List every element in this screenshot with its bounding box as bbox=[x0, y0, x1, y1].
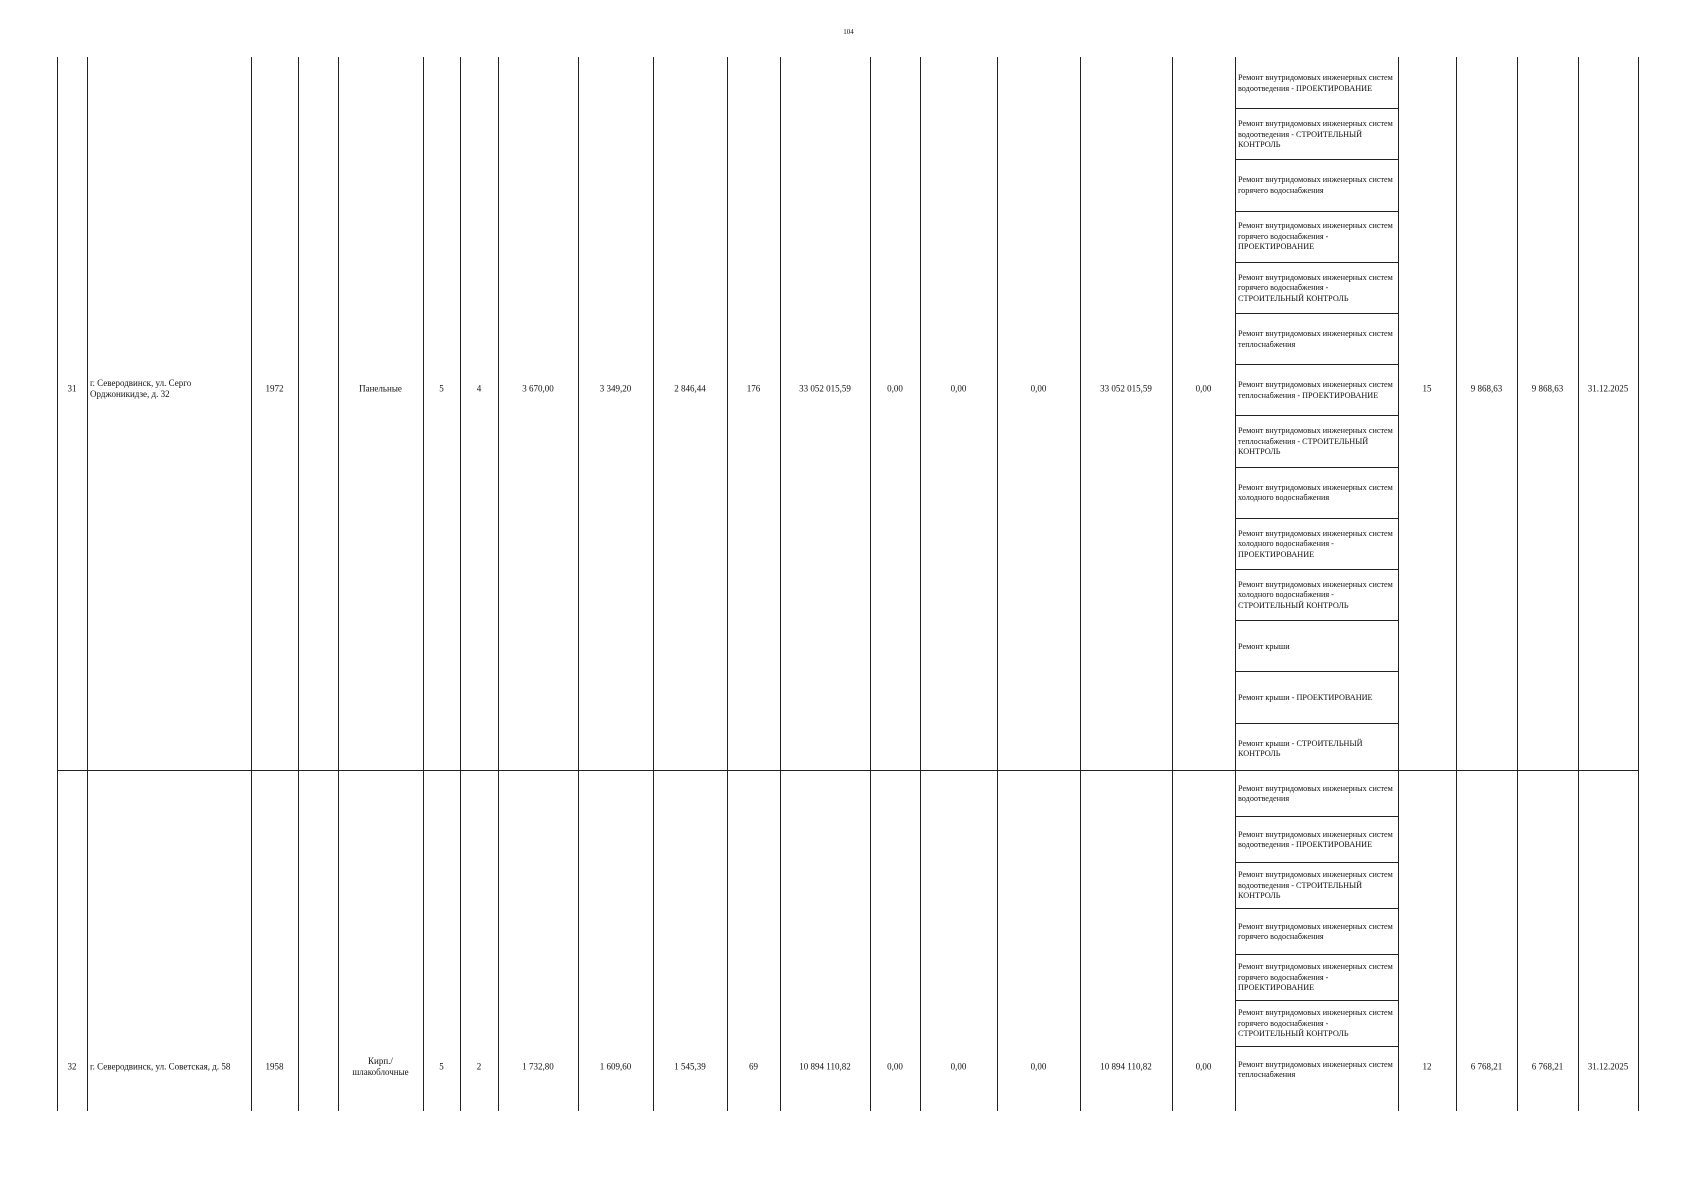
work-item bbox=[1236, 862, 1398, 908]
row-31-address: г. Северодвинск, ул. Серго Орджоникидзе, д. 32 bbox=[90, 378, 192, 399]
work-item bbox=[1236, 908, 1398, 954]
column-divider bbox=[498, 57, 499, 1111]
work-item-text: Ремонт крыши bbox=[1238, 641, 1290, 651]
work-item-text: Ремонт внутридомовых инженерных систем теплоснабжения bbox=[1238, 1059, 1393, 1079]
work-item-text: Ремонт внутридомовых инженерных систем теплоснабжения - СТРОИТЕЛЬНЫЙ КОНТРОЛЬ bbox=[1238, 426, 1393, 457]
work-item bbox=[1236, 467, 1398, 518]
column-divider bbox=[727, 57, 728, 1111]
work-item bbox=[1236, 364, 1398, 415]
row-31-floors: 5 bbox=[439, 383, 444, 394]
column-divider bbox=[870, 57, 871, 1111]
column-divider bbox=[298, 57, 299, 1111]
row-32-area-total: 1 732,80 bbox=[522, 1061, 554, 1072]
row-31-fund-other: 0,00 bbox=[1195, 383, 1212, 394]
column-divider bbox=[780, 57, 781, 1111]
row-31-area-living: 3 349,20 bbox=[599, 383, 632, 394]
row-31-material: Панельные bbox=[359, 383, 402, 394]
work-item bbox=[1236, 211, 1398, 262]
column-divider bbox=[578, 57, 579, 1111]
work-item-text: Ремонт внутридомовых инженерных систем горячего водоснабжения - ПРОЕКТИРОВАНИЕ bbox=[1238, 221, 1393, 252]
work-item-text: Ремонт внутридомовых инженерных систем холодного водоснабжения - СТРОИТЕЛЬНЫЙ КОНТРОЛЬ bbox=[1238, 579, 1393, 610]
work-item bbox=[1236, 159, 1398, 210]
row-divider bbox=[57, 770, 1638, 771]
work-item-text: Ремонт внутридомовых инженерных систем горячего водоснабжения - СТРОИТЕЛЬНЫЙ КОНТРОЛЬ bbox=[1238, 272, 1393, 303]
work-item bbox=[1236, 954, 1398, 1000]
column-divider bbox=[1578, 57, 1579, 1111]
row-32-fund-local: 0,00 bbox=[1030, 1061, 1047, 1072]
row-32-num: 32 bbox=[67, 1061, 77, 1072]
row-32-fund-federal: 0,00 bbox=[887, 1061, 903, 1072]
row-32-cost-total: 10 894 110,82 bbox=[799, 1061, 851, 1072]
row-32-address: г. Северодвинск, ул. Советская, д. 58 bbox=[90, 1061, 231, 1072]
row-31-fund-regional: 0,00 bbox=[950, 383, 967, 394]
work-item-text: Ремонт внутридомовых инженерных систем водоотведения bbox=[1238, 783, 1393, 803]
work-item bbox=[1236, 1046, 1398, 1092]
work-item bbox=[1236, 518, 1398, 569]
row-31-fund-federal: 0,00 bbox=[887, 383, 903, 394]
work-item-text: Ремонт внутридомовых инженерных систем теплоснабжения - ПРОЕКТИРОВАНИЕ bbox=[1238, 380, 1393, 400]
column-divider bbox=[653, 57, 654, 1111]
row-31-unit-cost-max: 9 868,63 bbox=[1531, 383, 1564, 394]
row-32-unit-cost-max: 6 768,21 bbox=[1531, 1061, 1564, 1072]
row-31-works-count: 15 bbox=[1422, 383, 1432, 394]
row-32-year: 1958 bbox=[265, 1061, 284, 1072]
column-divider bbox=[1398, 57, 1399, 1111]
row-32-works-list bbox=[1236, 770, 1398, 1111]
work-item bbox=[1236, 620, 1398, 671]
row-32-residents: 69 bbox=[749, 1061, 758, 1072]
work-item bbox=[1236, 671, 1398, 722]
row-31-cost-total: 33 052 015,59 bbox=[799, 383, 851, 394]
row-32-floors: 5 bbox=[439, 1061, 444, 1072]
work-item-text: Ремонт внутридомовых инженерных систем горячего водоснабжения - СТРОИТЕЛЬНЫЙ КОНТРОЛЬ bbox=[1238, 1008, 1393, 1039]
row-31-fund-local: 0,00 bbox=[1030, 383, 1047, 394]
column-divider bbox=[251, 57, 252, 1111]
row-32-area-living: 1 609,60 bbox=[599, 1061, 632, 1072]
row-31-area-total: 3 670,00 bbox=[522, 383, 554, 394]
row-31-entrances: 4 bbox=[476, 383, 482, 394]
work-item-text: Ремонт внутридомовых инженерных систем водоотведения - СТРОИТЕЛЬНЫЙ КОНТРОЛЬ bbox=[1238, 870, 1393, 901]
column-divider bbox=[1080, 57, 1081, 1111]
work-item bbox=[1236, 569, 1398, 620]
row-32-area-owned: 1 545,39 bbox=[674, 1061, 706, 1072]
work-item-text: Ремонт крыши - ПРОЕКТИРОВАНИЕ bbox=[1238, 692, 1373, 702]
work-item bbox=[1236, 723, 1398, 774]
row-31-residents: 176 bbox=[746, 383, 761, 394]
row-32-deadline: 31.12.2025 bbox=[1587, 1061, 1629, 1072]
row-32-entrances: 2 bbox=[476, 1061, 482, 1072]
work-item-text: Ремонт внутридомовых инженерных систем холодного водоснабжения bbox=[1238, 482, 1393, 503]
work-item-text: Ремонт внутридомовых инженерных систем горячего водоснабжения bbox=[1238, 175, 1393, 195]
column-divider bbox=[1456, 57, 1457, 1111]
work-item bbox=[1236, 313, 1398, 364]
work-item-text: Ремонт внутридомовых инженерных систем водоотведения - СТРОИТЕЛЬНЫЙ КОНТРОЛЬ bbox=[1238, 119, 1393, 150]
row-31-year: 1972 bbox=[265, 383, 284, 394]
work-item bbox=[1236, 415, 1398, 466]
column-divider bbox=[1638, 57, 1639, 1111]
work-item bbox=[1236, 57, 1398, 108]
work-item-text: Ремонт крыши - СТРОИТЕЛЬНЫЙ КОНТРОЛЬ bbox=[1238, 738, 1363, 759]
work-item-text: Ремонт внутридомовых инженерных систем горячего водоснабжения - ПРОЕКТИРОВАНИЕ bbox=[1238, 962, 1393, 993]
column-divider bbox=[57, 57, 58, 1111]
column-divider bbox=[1517, 57, 1518, 1111]
column-divider bbox=[460, 57, 461, 1111]
column-divider bbox=[920, 57, 921, 1111]
column-divider bbox=[87, 57, 88, 1111]
work-item bbox=[1236, 108, 1398, 159]
row-31-area-owned: 2 846,44 bbox=[674, 383, 706, 394]
row-32-fund-owners: 10 894 110,82 bbox=[1100, 1061, 1152, 1072]
work-item bbox=[1236, 770, 1398, 816]
work-item-text: Ремонт внутридомовых инженерных систем горячего водоснабжения bbox=[1238, 921, 1393, 941]
column-divider bbox=[338, 57, 339, 1111]
row-32-works-count: 12 bbox=[1422, 1061, 1432, 1072]
work-item bbox=[1236, 262, 1398, 313]
work-item-text: Ремонт внутридомовых инженерных систем холодного водоснабжения - ПРОЕКТИРОВАНИЕ bbox=[1238, 528, 1393, 559]
column-divider bbox=[423, 57, 424, 1111]
work-item-text: Ремонт внутридомовых инженерных систем теплоснабжения bbox=[1238, 329, 1393, 349]
row-31-works-list bbox=[1236, 57, 1398, 770]
work-item-text: Ремонт внутридомовых инженерных систем водоотведения - ПРОЕКТИРОВАНИЕ bbox=[1238, 829, 1393, 849]
row-32-fund-regional: 0,00 bbox=[950, 1061, 967, 1072]
row-32-unit-cost: 6 768,21 bbox=[1470, 1061, 1503, 1072]
work-item bbox=[1236, 816, 1398, 862]
row-32-material: Кирп./ шлакоблочные bbox=[352, 1056, 409, 1077]
column-divider bbox=[1172, 57, 1173, 1111]
row-32-fund-other: 0,00 bbox=[1195, 1061, 1212, 1072]
work-item-text: Ремонт внутридомовых инженерных систем водоотведения - ПРОЕКТИРОВАНИЕ bbox=[1238, 73, 1393, 93]
row-31-deadline: 31.12.2025 bbox=[1587, 383, 1629, 394]
page-number: 104 bbox=[843, 28, 854, 36]
row-31-num: 31 bbox=[67, 383, 77, 394]
column-divider bbox=[997, 57, 998, 1111]
row-31-unit-cost: 9 868,63 bbox=[1470, 383, 1503, 394]
work-item bbox=[1236, 1000, 1398, 1046]
row-31-fund-owners: 33 052 015,59 bbox=[1100, 383, 1152, 394]
